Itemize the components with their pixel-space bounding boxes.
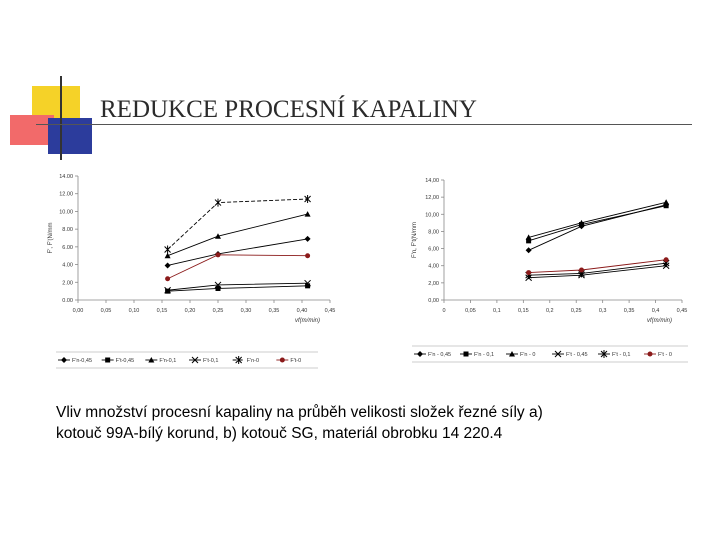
x-tick-label: 0,2	[545, 308, 554, 314]
legend-marker	[280, 358, 285, 363]
x-tick-label: 0,35	[268, 308, 280, 314]
legend-label: F'n-0,45	[72, 358, 93, 364]
y-tick-label: 12,00	[425, 195, 439, 202]
series-line	[168, 199, 308, 249]
x-tick-label: 0	[442, 308, 446, 314]
y-tick-label: 6,00	[428, 246, 439, 253]
data-point	[165, 262, 171, 268]
x-tick-label: 0,00	[72, 308, 84, 314]
x-tick-label: 0,45	[676, 308, 688, 314]
data-point	[305, 253, 310, 258]
data-point	[579, 268, 584, 273]
x-tick-label: 0,05	[465, 308, 476, 314]
legend-label: F'n - 0,45	[428, 352, 452, 358]
data-point	[663, 199, 669, 205]
data-point	[305, 236, 311, 242]
x-tick-label: 0,3	[598, 308, 607, 314]
data-point	[305, 211, 311, 217]
data-point	[165, 289, 170, 294]
y-tick-label: 14.00	[59, 174, 73, 180]
y-tick-label: 2,00	[428, 280, 439, 287]
x-tick-label: 0,1	[493, 308, 501, 314]
y-axis-label: F'n, F't(N/mm	[412, 222, 418, 258]
x-tick-label: 0,35	[623, 308, 635, 314]
legend-marker	[464, 352, 469, 357]
slide-caption	[56, 402, 676, 444]
legend-marker	[61, 357, 67, 363]
series-line	[529, 202, 667, 237]
chart-left	[44, 168, 334, 383]
x-axis-label: vf(m/min)	[647, 318, 672, 324]
data-point	[664, 257, 669, 262]
legend-marker	[105, 358, 110, 363]
x-tick-label: 0,15	[156, 308, 168, 314]
data-point	[526, 270, 531, 275]
legend-label: F'n - 0	[520, 352, 536, 358]
deco-vertical-rule	[60, 76, 62, 160]
series-line	[168, 239, 308, 266]
y-tick-label: 0,00	[428, 298, 439, 304]
caption-line-2: kotouč 99A-bílý korund, b) kotouč SG, materiál obrobku 14 220.4	[56, 425, 503, 442]
y-tick-label: 6.00	[62, 244, 73, 251]
x-tick-label: 0,10	[128, 308, 140, 314]
series-line	[168, 255, 308, 279]
x-tick-label: 0,25	[570, 308, 582, 314]
x-tick-label: 0,45	[324, 308, 336, 314]
chart-right-svg	[408, 174, 694, 370]
y-tick-label: 10,00	[425, 212, 439, 219]
data-point	[526, 247, 532, 253]
legend-label: F't-0	[290, 358, 302, 364]
x-tick-label: 0,20	[184, 308, 196, 314]
y-tick-label: 4,00	[428, 263, 439, 270]
y-tick-label: 8,00	[428, 229, 439, 236]
y-axis-label: F', F'(N/mm	[48, 222, 54, 254]
data-point	[165, 246, 171, 254]
x-tick-label: 0,05	[100, 308, 112, 314]
series-line	[529, 260, 667, 273]
y-tick-label: 10.00	[59, 209, 73, 216]
y-tick-label: 8.00	[62, 227, 73, 234]
legend-marker	[648, 352, 653, 357]
y-tick-label: 12.00	[59, 191, 73, 198]
x-axis-label: vf(m/min)	[295, 318, 320, 324]
chart-right	[408, 174, 694, 370]
legend-marker	[417, 351, 423, 357]
data-point	[165, 276, 170, 281]
y-tick-label: 2.00	[62, 280, 73, 287]
series-line	[168, 214, 308, 256]
deco-horizontal-rule	[36, 124, 692, 125]
y-tick-label: 4.00	[62, 262, 73, 269]
series-line	[529, 206, 667, 241]
legend-label: F't - 0	[658, 352, 672, 358]
x-tick-label: 0,4	[651, 308, 660, 314]
legend-label: F'n - 0,1	[474, 352, 495, 358]
legend-label: F't-0,1	[203, 358, 219, 364]
legend-label: F't - 0,45	[566, 352, 588, 358]
legend-label: F'n-0	[246, 358, 260, 364]
x-tick-label: 0,25	[212, 308, 224, 314]
y-tick-label: 0.00	[62, 298, 73, 304]
data-point	[305, 283, 310, 288]
series-line	[529, 205, 667, 250]
x-tick-label: 0,40	[296, 308, 308, 314]
x-tick-label: 0,15	[517, 308, 529, 314]
data-point	[165, 253, 171, 259]
data-point	[215, 199, 221, 207]
data-point	[216, 252, 221, 257]
legend-label: F'n-0,1	[159, 358, 177, 364]
chart-left-svg	[44, 168, 334, 383]
caption-line-1: Vliv množství procesní kapaliny na průběh velikosti složek řezné síly a)	[56, 404, 543, 421]
x-tick-label: 0,30	[240, 308, 252, 314]
slide-title: REDUKCE PROCESNÍ KAPALINY	[100, 96, 477, 123]
legend-label: F't - 0,1	[612, 352, 631, 358]
legend-label: F't-0,45	[115, 358, 135, 364]
y-tick-label: 14,00	[425, 178, 439, 184]
